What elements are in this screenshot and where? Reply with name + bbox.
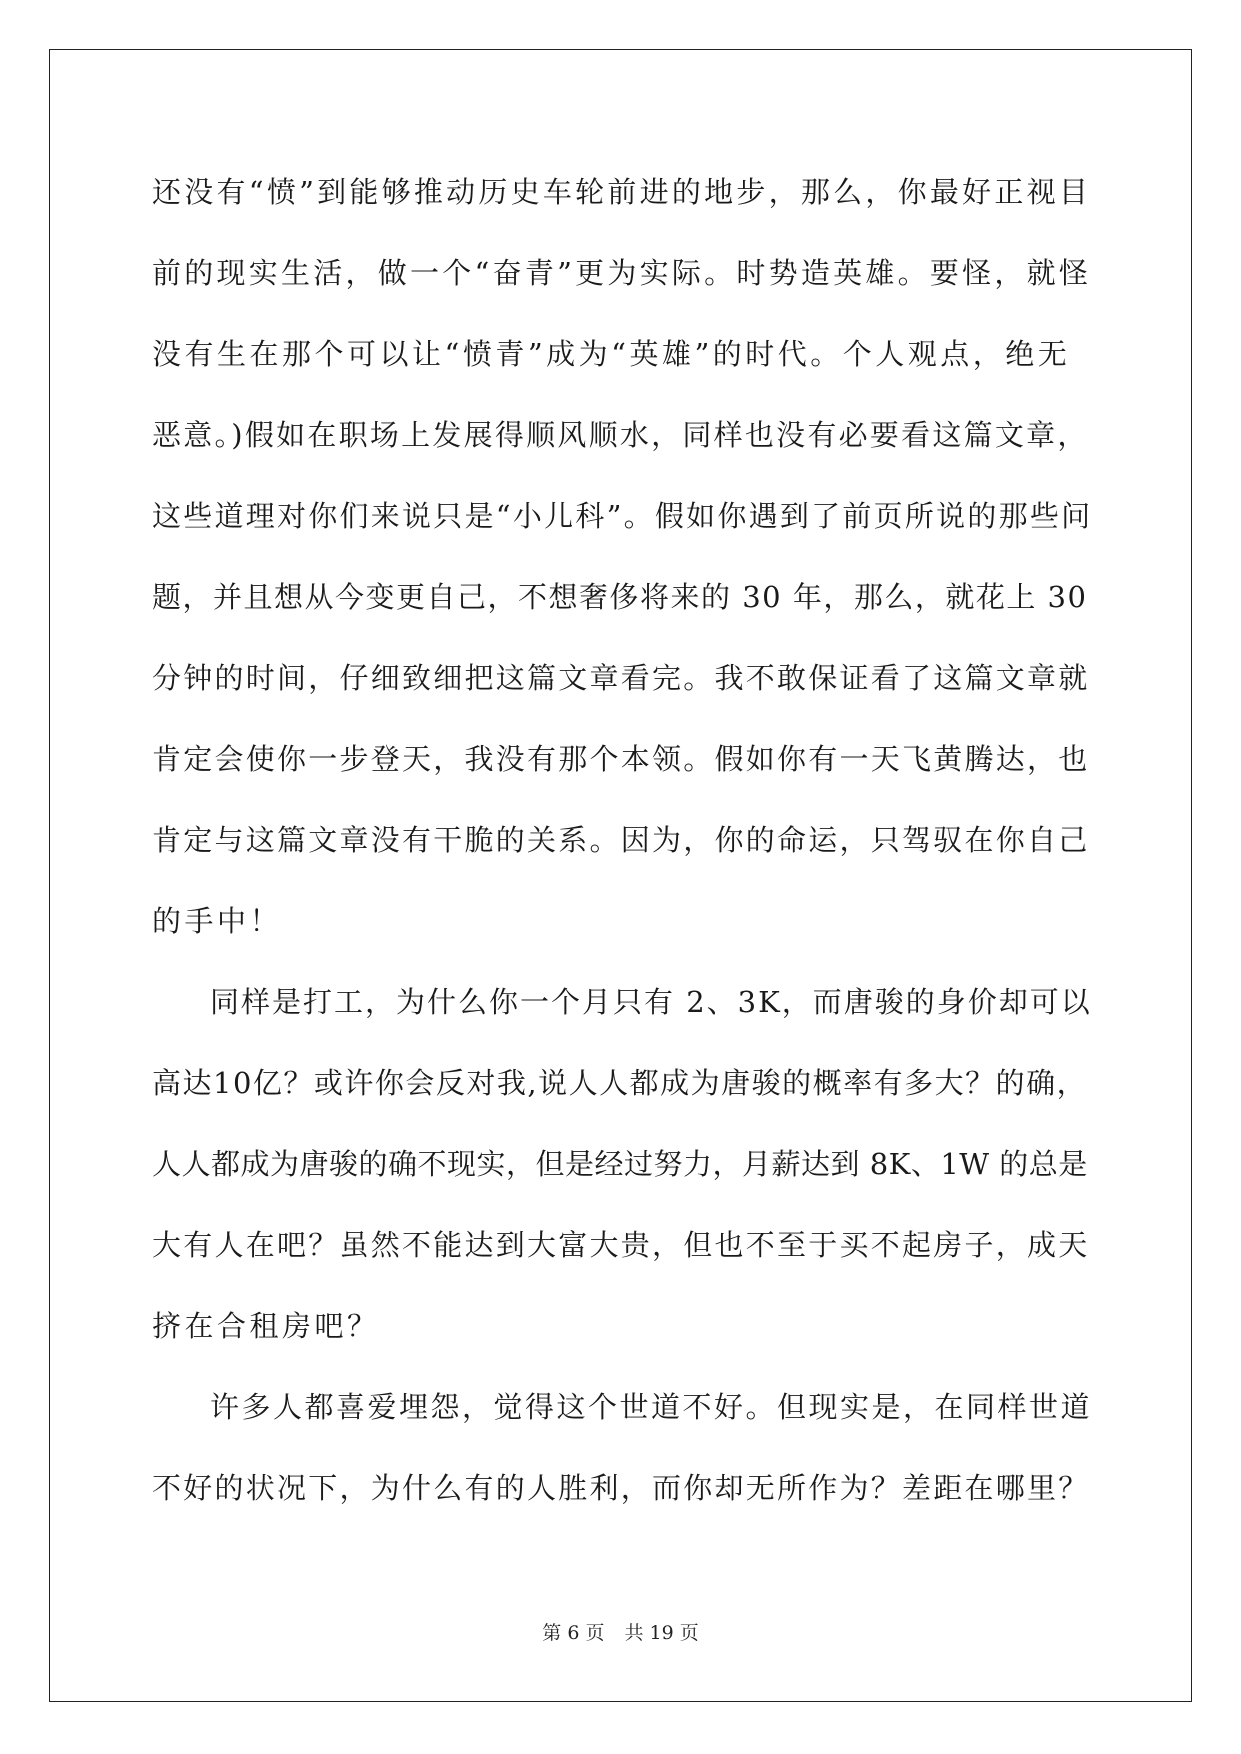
text-line: 肯定与这篇文章没有干脆的关系。因为，你的命运，只驾驭在你自己 xyxy=(152,823,1090,857)
text-line: 高达10亿？或许你会反对我,说人人都成为唐骏的概率有多大？的确， xyxy=(152,1066,1088,1100)
text-line: 分钟的时间，仔细致细把这篇文章看完。我不敢保证看了这篇文章就 xyxy=(152,661,1090,695)
text-line: 许多人都喜爱埋怨，觉得这个世道不好。但现实是，在同样世道 xyxy=(210,1390,1093,1424)
text-line: 这些道理对你们来说只是“小儿科”。假如你遇到了前页所说的那些问 xyxy=(152,499,1093,533)
text-line: 不好的状况下，为什么有的人胜利，而你却无所作为？差距在哪里？ xyxy=(152,1471,1090,1505)
text-line: 恶意。)假如在职场上发展得顺风顺水，同样也没有必要看这篇文章， xyxy=(152,418,1089,452)
document-body xyxy=(152,152,1092,1529)
text-line: 同样是打工，为什么你一个月只有 2、3K，而唐骏的身价却可以 xyxy=(210,985,1092,1019)
text-line: 挤在合租房吧？ xyxy=(152,1309,380,1343)
paragraph-3 xyxy=(152,1367,1092,1529)
text-line: 题，并且想从今变更自己，不想奢侈将来的 30 年，那么，就花上 30 xyxy=(152,580,1088,614)
text-line: 的手中！ xyxy=(152,904,283,938)
page-number: 第 6 页 xyxy=(542,1622,605,1644)
text-line: 人人都成为唐骏的确不现实，但是经过努力，月薪达到 8K、1W 的总是 xyxy=(152,1147,1088,1181)
text-line: 肯定会使你一步登天，我没有那个本领。假如你有一天飞黄腾达，也 xyxy=(152,742,1090,776)
text-line: 大有人在吧？虽然不能达到大富大贵，但也不至于买不起房子，成天 xyxy=(152,1228,1090,1262)
text-line: 还没有“愤”到能够推动历史车轮前进的地步，那么，你最好正视目 xyxy=(152,175,1092,209)
page-footer xyxy=(0,1621,1241,1645)
paragraph-2 xyxy=(152,962,1092,1367)
text-line: 前的现实生活，做一个“奋青”更为实际。时势造英雄。要怪，就怪 xyxy=(152,256,1092,290)
page-total: 共 19 页 xyxy=(624,1622,699,1644)
text-line: 没有生在那个可以让“愤青”成为“英雄”的时代。个人观点，绝无 xyxy=(152,337,1071,371)
paragraph-1 xyxy=(152,152,1092,962)
